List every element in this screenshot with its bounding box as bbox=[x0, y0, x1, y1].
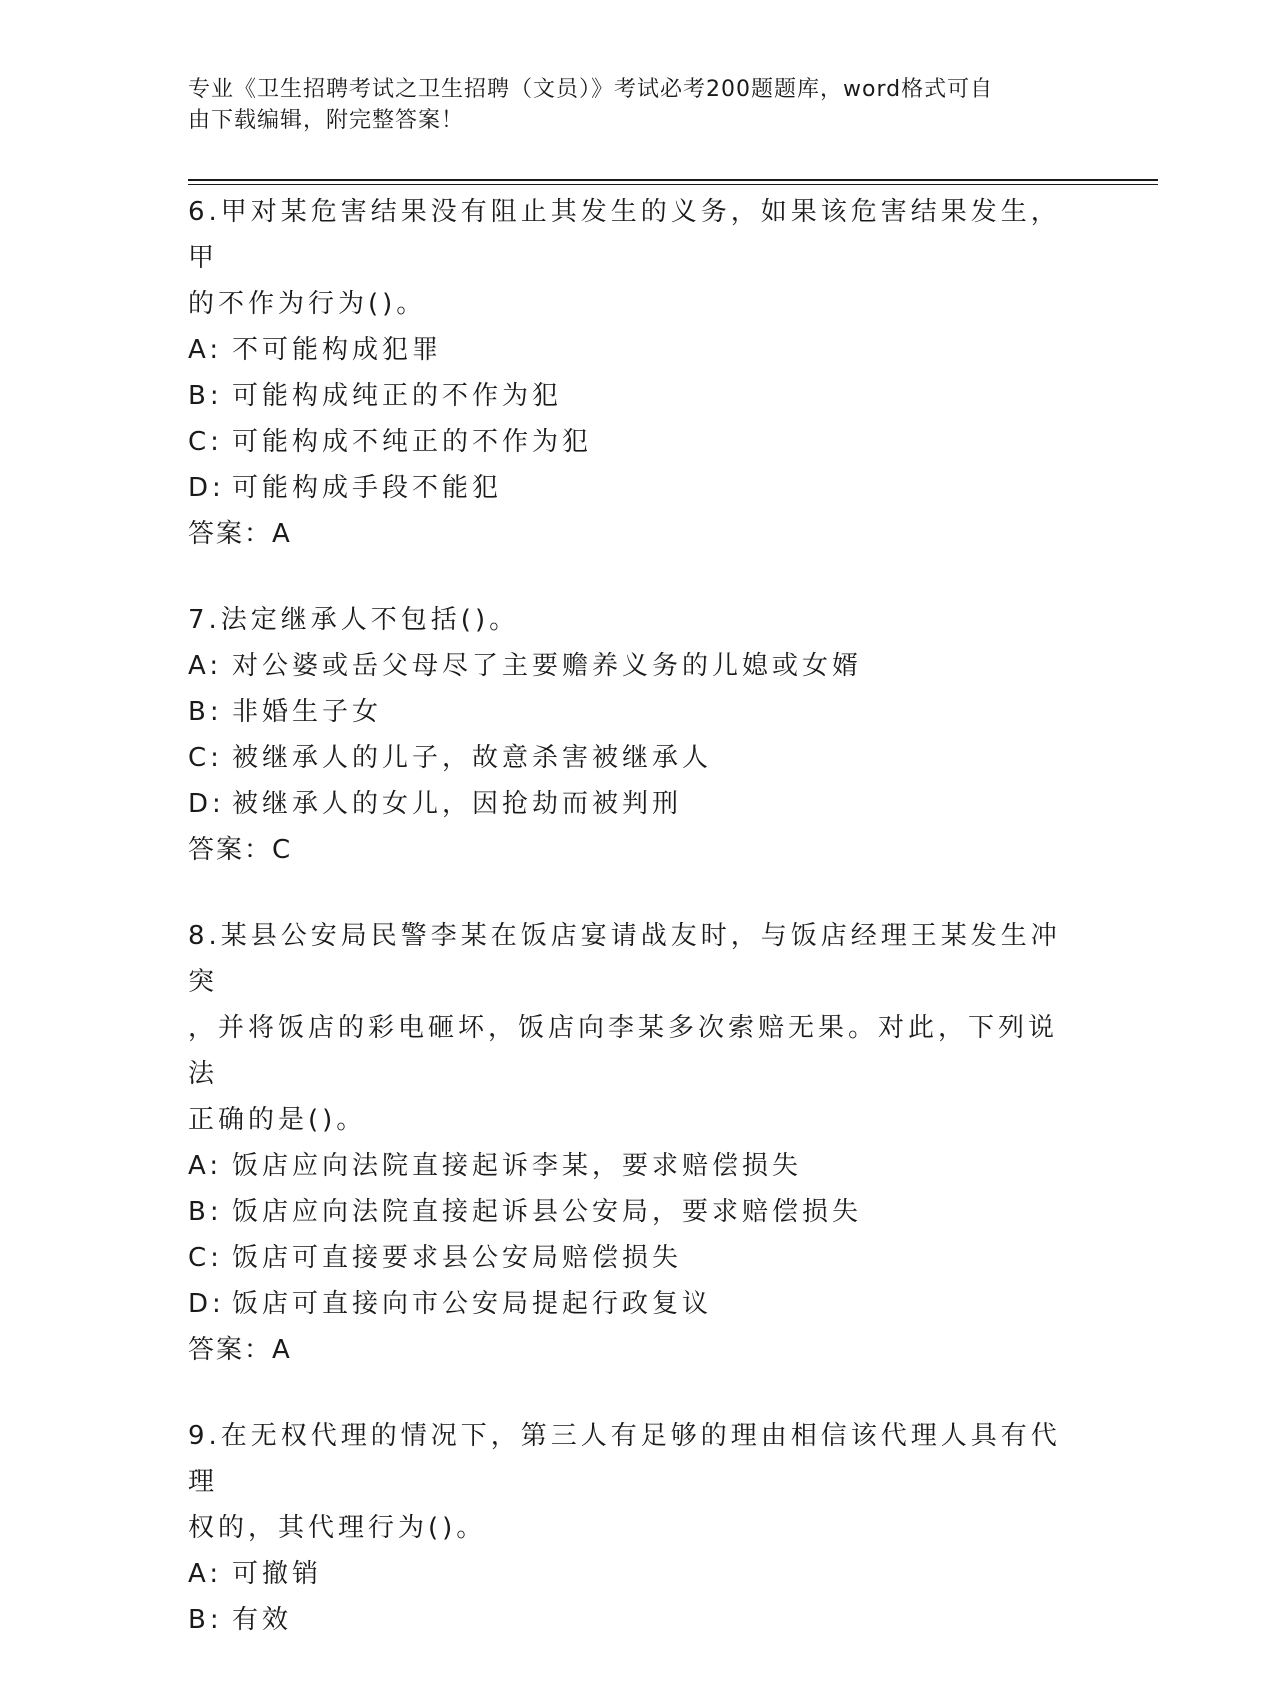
document-header bbox=[188, 74, 1068, 136]
question-stem-line: ，并将饭店的彩电砸坏，饭店向李某多次索赔无果。对此，下列说法 bbox=[188, 1013, 1059, 1089]
header-line-2: 由下载编辑，附完整答案！ bbox=[188, 108, 465, 133]
option-b bbox=[188, 1189, 1068, 1235]
option-text: 被继承人的女儿，因抢劫而被判刑 bbox=[232, 789, 683, 819]
option-letter: A: bbox=[188, 1151, 223, 1181]
option-letter: B: bbox=[188, 1197, 223, 1227]
option-letter: A: bbox=[188, 1559, 223, 1589]
question-8 bbox=[188, 913, 1068, 1373]
option-a bbox=[188, 327, 1068, 373]
answer-line: 答案：A bbox=[188, 519, 292, 549]
question-stem-line: 的不作为行为()。 bbox=[188, 289, 427, 319]
option-d bbox=[188, 1281, 1068, 1327]
question-list bbox=[188, 189, 1068, 1683]
option-a bbox=[188, 1143, 1068, 1189]
question-6 bbox=[188, 189, 1068, 557]
question-stem-line: 权的，其代理行为()。 bbox=[188, 1513, 487, 1543]
option-text: 有效 bbox=[232, 1605, 293, 1635]
question-stem-line: 6.甲对某危害结果没有阻止其发生的义务，如果该危害结果发生，甲 bbox=[188, 197, 1061, 273]
option-d bbox=[188, 781, 1068, 827]
option-letter: B: bbox=[188, 381, 223, 411]
question-9 bbox=[188, 1413, 1068, 1643]
question-stem-line: 7.法定继承人不包括()。 bbox=[188, 605, 520, 635]
option-letter: A: bbox=[188, 335, 223, 365]
option-text: 饭店可直接要求县公安局赔偿损失 bbox=[232, 1243, 683, 1273]
option-letter: C: bbox=[188, 1243, 223, 1273]
option-text: 对公婆或岳父母尽了主要赡养义务的儿媳或女婿 bbox=[232, 651, 863, 681]
answer-line: 答案：C bbox=[188, 835, 293, 865]
question-stem-line: 正确的是()。 bbox=[188, 1105, 367, 1135]
option-text: 可撤销 bbox=[232, 1559, 323, 1589]
option-letter: D: bbox=[188, 1289, 225, 1319]
header-divider-thick bbox=[188, 179, 1158, 181]
option-letter: D: bbox=[188, 473, 225, 503]
answer-line: 答案：A bbox=[188, 1335, 292, 1365]
option-c bbox=[188, 735, 1068, 781]
option-text: 饭店应向法院直接起诉李某，要求赔偿损失 bbox=[232, 1151, 803, 1181]
question-stem-line: 9.在无权代理的情况下，第三人有足够的理由相信该代理人具有代理 bbox=[188, 1421, 1061, 1497]
option-letter: B: bbox=[188, 697, 223, 727]
option-a bbox=[188, 1551, 1068, 1597]
option-b bbox=[188, 1597, 1068, 1643]
option-text: 饭店应向法院直接起诉县公安局，要求赔偿损失 bbox=[232, 1197, 863, 1227]
option-d bbox=[188, 465, 1068, 511]
option-c bbox=[188, 1235, 1068, 1281]
option-b bbox=[188, 373, 1068, 419]
option-text: 不可能构成犯罪 bbox=[232, 335, 443, 365]
option-text: 可能构成纯正的不作为犯 bbox=[232, 381, 563, 411]
option-letter: C: bbox=[188, 427, 223, 457]
option-letter: B: bbox=[188, 1605, 223, 1635]
option-text: 可能构成手段不能犯 bbox=[232, 473, 503, 503]
header-divider-thin bbox=[188, 184, 1158, 185]
option-text: 饭店可直接向市公安局提起行政复议 bbox=[232, 1289, 713, 1319]
option-text: 可能构成不纯正的不作为犯 bbox=[232, 427, 593, 457]
question-7 bbox=[188, 597, 1068, 873]
option-letter: C: bbox=[188, 743, 223, 773]
option-letter: D: bbox=[188, 789, 225, 819]
option-text: 被继承人的儿子，故意杀害被继承人 bbox=[232, 743, 713, 773]
question-stem-line: 8.某县公安局民警李某在饭店宴请战友时，与饭店经理王某发生冲突 bbox=[188, 921, 1061, 997]
option-c bbox=[188, 419, 1068, 465]
option-letter: A: bbox=[188, 651, 223, 681]
option-text: 非婚生子女 bbox=[232, 697, 383, 727]
option-a bbox=[188, 643, 1068, 689]
option-b bbox=[188, 689, 1068, 735]
header-line-1: 专业《卫生招聘考试之卫生招聘（文员）》考试必考200题题库，word格式可自 bbox=[188, 77, 994, 102]
